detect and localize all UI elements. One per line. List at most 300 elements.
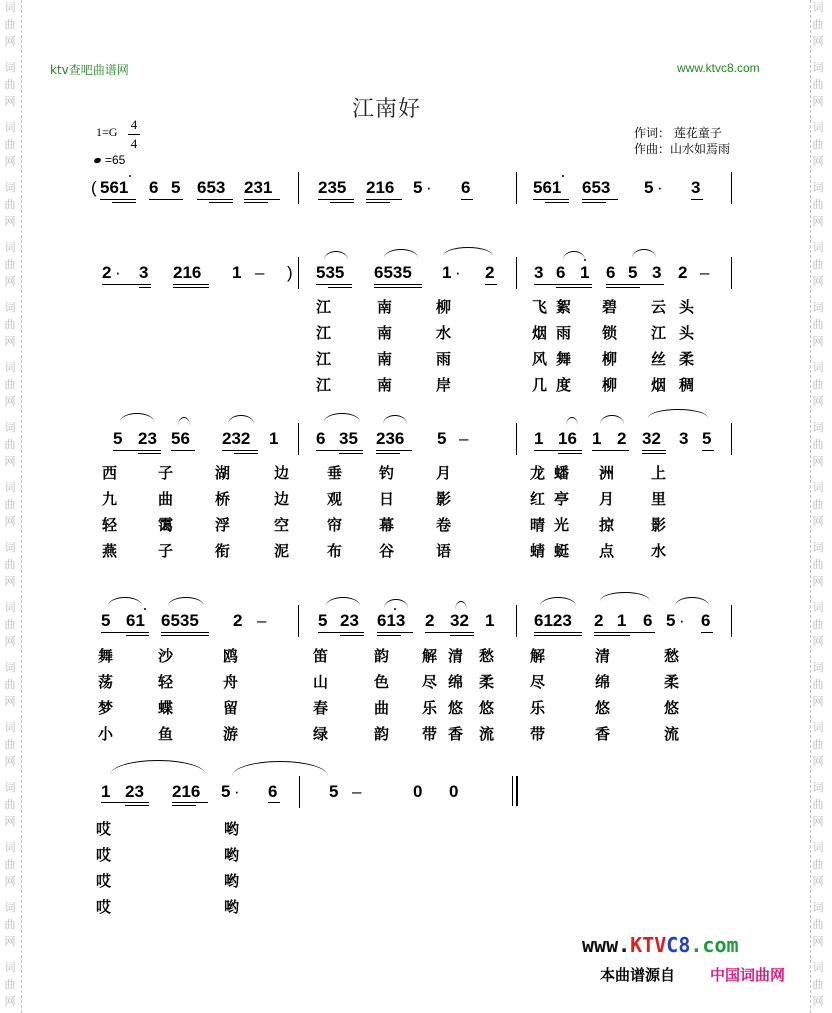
lyric-char: 南 — [377, 298, 393, 316]
note-token: 2 — [617, 429, 627, 448]
lyric-char: 蜻 — [530, 542, 546, 560]
barline — [516, 172, 517, 204]
lyric-char: 浮 — [215, 516, 231, 534]
key-signature: 1=G — [96, 125, 118, 139]
note-token: 1 — [580, 263, 590, 282]
lyric-char: 绵 — [595, 673, 611, 691]
underline — [316, 450, 363, 451]
lyric-char: 影 — [436, 490, 452, 508]
slur — [600, 592, 650, 601]
underline — [461, 199, 473, 200]
lyric-char: 韵 — [374, 725, 390, 743]
underline — [485, 284, 497, 285]
slur — [324, 413, 360, 422]
watermark-char: 词 — [4, 61, 16, 74]
watermark-char: 词 — [4, 841, 16, 854]
lyric-char: 谷 — [379, 542, 395, 560]
lyric-char: 解 — [530, 647, 546, 665]
watermark-char: 词 — [812, 1, 824, 14]
lyric-char: 香 — [448, 725, 464, 743]
note-token: 56 — [171, 429, 190, 448]
watermark-char: 词 — [4, 361, 16, 374]
underline — [125, 805, 149, 806]
slur — [675, 597, 709, 606]
watermark-char: 网 — [4, 695, 16, 708]
lyric-char: 子 — [158, 542, 174, 560]
watermark-char: 词 — [4, 601, 16, 614]
note-token: 613 — [377, 611, 406, 630]
slur — [178, 417, 190, 426]
underline — [606, 284, 664, 285]
barline — [516, 423, 517, 455]
lyric-char: 霭 — [158, 516, 174, 534]
lyric-char: 乐 — [422, 699, 438, 717]
lyric-char: 晴 — [530, 516, 546, 534]
note-token: 3 — [679, 429, 689, 448]
slur — [384, 599, 408, 608]
slur — [110, 760, 206, 775]
slur — [232, 761, 328, 776]
slur — [168, 597, 204, 606]
slur — [443, 247, 493, 256]
note-token: · — [455, 263, 461, 282]
slur — [566, 417, 578, 426]
watermark-char: 曲 — [812, 798, 824, 811]
note-token: 561 — [100, 178, 129, 197]
watermark-char: 网 — [812, 155, 824, 168]
lyric-char: 柳 — [436, 298, 452, 316]
lyric-char: 空 — [274, 516, 290, 534]
note-token: 23 — [340, 611, 359, 630]
watermark-char: 曲 — [812, 498, 824, 511]
lyric-char: 游 — [223, 725, 239, 743]
underline — [339, 453, 363, 454]
underline — [222, 450, 258, 451]
watermark-char: 网 — [812, 335, 824, 348]
lyric-char: 衔 — [215, 542, 231, 560]
note-token: 5 — [171, 178, 181, 197]
underline — [197, 199, 233, 200]
final-barline-thick — [516, 776, 518, 806]
lyric-char: 头 — [679, 298, 695, 316]
watermark-char: 网 — [4, 215, 16, 228]
barline — [731, 257, 732, 289]
lyric-char: 红 — [530, 490, 546, 508]
underline — [161, 632, 209, 633]
watermark-char: 曲 — [4, 498, 16, 511]
note-token: 231 — [244, 178, 273, 197]
lyric-char: 柔 — [479, 673, 495, 691]
lyric-char: 舟 — [223, 673, 239, 691]
site-name-left[interactable]: ktv查吧曲谱网 — [50, 63, 129, 77]
watermark-char: 词 — [812, 961, 824, 974]
note-token: 3 — [691, 178, 701, 197]
watermark-char: 曲 — [812, 438, 824, 451]
note-token: 32 — [450, 611, 469, 630]
underline — [374, 287, 422, 288]
watermark-char: 词 — [4, 781, 16, 794]
underline — [149, 199, 183, 200]
lyric-char: 乐 — [530, 699, 546, 717]
source-site-link[interactable]: 中国词曲网 — [710, 966, 786, 984]
lyric-char: 卷 — [436, 516, 452, 534]
watermark-char: 词 — [812, 61, 824, 74]
watermark-char: 网 — [812, 875, 824, 888]
underline — [377, 635, 401, 636]
lyric-char: 哎 — [96, 846, 112, 864]
lyric-char: 边 — [274, 464, 290, 482]
watermark-char: 曲 — [812, 738, 824, 751]
note-token: – — [257, 611, 267, 630]
lyric-char: 度 — [556, 376, 572, 394]
time-signature-bottom: 4 — [130, 136, 138, 151]
lyric-char: 沙 — [158, 647, 174, 665]
underline — [126, 635, 149, 636]
watermark-char: 网 — [4, 875, 16, 888]
lyric-char: 哎 — [96, 820, 112, 838]
slur — [563, 251, 585, 260]
lyric-char: 垂 — [327, 464, 343, 482]
lyric-char: 轻 — [102, 516, 118, 534]
watermark-char: 曲 — [812, 318, 824, 331]
note-token: 653 — [197, 178, 226, 197]
watermark-char: 词 — [4, 241, 16, 254]
lyric-char: 洲 — [599, 464, 615, 482]
note-token: 6 — [643, 611, 653, 630]
lyric-char: 湖 — [215, 464, 231, 482]
watermark-char: 网 — [4, 755, 16, 768]
watermark-char: 曲 — [4, 978, 16, 991]
lyric-char: 荡 — [98, 673, 114, 691]
watermark-char: 网 — [4, 275, 16, 288]
watermark-char: 曲 — [4, 618, 16, 631]
note-token: 2 — [233, 611, 243, 630]
composer-credit: 作曲：山水如焉雨 — [634, 142, 731, 156]
lyric-char: 江 — [316, 376, 332, 394]
lyric-char: 云 — [651, 298, 667, 316]
lyric-char: 燕 — [102, 542, 118, 560]
note-token: 561 — [533, 178, 562, 197]
lyric-char: 桥 — [215, 490, 231, 508]
lyric-char: 风 — [532, 350, 548, 368]
slur — [108, 597, 142, 606]
lyric-char: 清 — [448, 647, 464, 665]
barline — [516, 605, 517, 637]
underline — [172, 802, 208, 803]
note-token: 5 — [221, 782, 231, 801]
watermark-char: 词 — [4, 721, 16, 734]
watermark-char: 曲 — [4, 258, 16, 271]
watermark-char: 网 — [4, 815, 16, 828]
underline — [340, 635, 364, 636]
watermark-char: 曲 — [4, 138, 16, 151]
lyric-char: 哟 — [224, 846, 240, 864]
watermark-char: 曲 — [4, 678, 16, 691]
watermark-char: 曲 — [812, 858, 824, 871]
lyric-char: 留 — [223, 699, 239, 717]
lyric-char: 江 — [316, 324, 332, 342]
note-token: 23 — [125, 782, 144, 801]
note-token: – — [459, 429, 469, 448]
watermark-char: 网 — [4, 95, 16, 108]
watermark-char: 词 — [812, 901, 824, 914]
watermark-char: 曲 — [812, 138, 824, 151]
lyric-char: 愁 — [664, 647, 680, 665]
lyric-char: 西 — [102, 464, 118, 482]
note-token: 3 — [652, 263, 662, 282]
lyric-char: 尽 — [530, 673, 546, 691]
note-token: 35 — [339, 429, 358, 448]
barline — [731, 423, 732, 455]
watermark-char: 网 — [4, 395, 16, 408]
note-token: ) — [287, 263, 293, 282]
underline — [112, 202, 136, 203]
lyric-char: 曲 — [158, 490, 174, 508]
lyric-char: 舞 — [556, 350, 572, 368]
lyric-char: 山 — [313, 673, 329, 691]
note-token: 5 — [644, 178, 654, 197]
watermark-char: 词 — [4, 421, 16, 434]
watermark-char: 网 — [4, 335, 16, 348]
lyric-char: 哟 — [224, 898, 240, 916]
barline — [299, 776, 300, 808]
lyric-char: 流 — [479, 725, 495, 743]
lyric-char: 梦 — [98, 699, 114, 717]
watermark-char: 词 — [812, 841, 824, 854]
site-url-right[interactable]: www.ktvc8.com — [677, 61, 760, 75]
watermark-char: 词 — [812, 361, 824, 374]
note-token: 235 — [318, 178, 347, 197]
underline — [101, 632, 149, 633]
watermark-char: 曲 — [4, 438, 16, 451]
note-token: · — [426, 178, 432, 197]
underline — [594, 635, 630, 636]
lyric-char: 蝶 — [158, 699, 174, 717]
lyric-char: 钓 — [379, 464, 395, 482]
watermark-char: 曲 — [812, 378, 824, 391]
watermark-char: 曲 — [812, 78, 824, 91]
slur — [648, 409, 708, 418]
lyric-char: 观 — [327, 490, 343, 508]
underline — [318, 199, 354, 200]
watermark-char: 曲 — [812, 558, 824, 571]
final-barline-thin — [512, 776, 513, 806]
lyric-char: 九 — [102, 490, 118, 508]
note-token: 6 — [606, 263, 616, 282]
lyric-char: 香 — [595, 725, 611, 743]
note-token: 6535 — [374, 263, 412, 282]
watermark-char: 曲 — [812, 258, 824, 271]
watermark-char: 曲 — [4, 558, 16, 571]
song-title: 江南好 — [352, 97, 422, 122]
underline — [534, 632, 582, 633]
watermark-char: 词 — [812, 121, 824, 134]
slur — [324, 251, 348, 260]
lyric-char: 帘 — [327, 516, 343, 534]
right-watermark-strip — [810, 0, 826, 1013]
lyric-char: 鱼 — [158, 725, 174, 743]
watermark-char: 网 — [812, 635, 824, 648]
lyric-char: 蜓 — [554, 542, 570, 560]
slur — [632, 249, 656, 258]
watermark-char: 网 — [4, 515, 16, 528]
lyric-char: 小 — [98, 725, 114, 743]
underline — [533, 199, 569, 200]
slur — [120, 413, 154, 422]
lyric-char: 春 — [313, 699, 329, 717]
watermark-char: 曲 — [812, 18, 824, 31]
watermark-char: 词 — [4, 481, 16, 494]
lyric-char: 柔 — [664, 673, 680, 691]
watermark-char: 词 — [4, 181, 16, 194]
underline — [366, 202, 390, 203]
watermark-char: 曲 — [4, 738, 16, 751]
underline — [139, 287, 151, 288]
note-token: 216 — [172, 782, 201, 801]
lyric-char: 日 — [379, 490, 395, 508]
underline — [377, 632, 413, 633]
underline — [102, 284, 151, 285]
underline — [534, 635, 582, 636]
watermark-char: 曲 — [4, 858, 16, 871]
lyric-char: 雨 — [436, 350, 452, 368]
watermark-char: 词 — [4, 1, 16, 14]
watermark-char: 词 — [812, 421, 824, 434]
note-token: 32 — [642, 429, 661, 448]
barline — [731, 172, 732, 204]
lyric-char: 水 — [651, 542, 667, 560]
high-octave-dot — [394, 608, 396, 610]
lyric-char: 里 — [651, 490, 667, 508]
note-token: 23 — [138, 429, 157, 448]
note-token: 6 — [268, 782, 278, 801]
note-token: 6535 — [161, 611, 199, 630]
watermark-char: 词 — [4, 541, 16, 554]
lyric-char: 月 — [599, 490, 615, 508]
watermark-char: 曲 — [4, 378, 16, 391]
lyric-char: 絮 — [556, 298, 572, 316]
note-token: – — [700, 263, 710, 282]
watermark-char: 词 — [812, 181, 824, 194]
note-token: 1 — [442, 263, 452, 282]
underline — [244, 202, 268, 203]
lyric-char: 子 — [158, 464, 174, 482]
watermark-char: 网 — [4, 155, 16, 168]
watermark-char: 词 — [4, 301, 16, 314]
watermark-char: 曲 — [4, 198, 16, 211]
slur — [228, 415, 254, 424]
note-token: 2 — [102, 263, 112, 282]
note-token: ( — [91, 178, 97, 197]
left-watermark-strip — [2, 0, 18, 1013]
underline — [173, 287, 209, 288]
lyric-char: 南 — [377, 376, 393, 394]
underline — [691, 199, 703, 200]
lyric-char: 柳 — [602, 376, 618, 394]
watermark-char: 曲 — [812, 618, 824, 631]
watermark-char: 词 — [812, 241, 824, 254]
note-token: 5 — [666, 611, 676, 630]
note-token: 1 — [534, 429, 544, 448]
underline — [376, 450, 412, 451]
lyric-char: 色 — [374, 673, 390, 691]
underline — [606, 287, 640, 288]
underline — [642, 450, 666, 451]
note-token: 1 — [592, 429, 602, 448]
note-token: · — [679, 611, 685, 630]
url-part-ktv: KTV — [630, 933, 667, 957]
underline — [234, 453, 258, 454]
underline — [376, 453, 400, 454]
note-token: · — [657, 178, 663, 197]
lyric-char: 清 — [595, 647, 611, 665]
watermark-char: 词 — [812, 481, 824, 494]
lyric-char: 舞 — [98, 647, 114, 665]
watermark-char: 曲 — [4, 318, 16, 331]
note-token: 5 — [437, 429, 447, 448]
note-token: 3 — [139, 263, 149, 282]
lyric-char: 哎 — [96, 898, 112, 916]
note-token: 3 — [534, 263, 544, 282]
lyric-char: 锁 — [602, 324, 618, 342]
underline — [268, 802, 280, 803]
watermark-char: 网 — [812, 95, 824, 108]
underline — [556, 287, 592, 288]
lyric-char: 尽 — [422, 673, 438, 691]
lyric-char: 江 — [316, 298, 332, 316]
underline — [425, 632, 474, 633]
lyric-char: 几 — [532, 376, 548, 394]
underline — [316, 284, 352, 285]
note-token: 5 — [413, 178, 423, 197]
lyric-char: 带 — [422, 725, 438, 743]
note-token: 1 — [269, 429, 279, 448]
underline — [328, 287, 352, 288]
watermark-char: 网 — [812, 275, 824, 288]
lyric-char: 南 — [377, 350, 393, 368]
barline — [298, 605, 299, 637]
underline — [702, 450, 714, 451]
slur — [540, 597, 576, 606]
barline — [298, 172, 299, 204]
watermark-char: 曲 — [812, 198, 824, 211]
note-token: 61 — [126, 611, 145, 630]
watermark-char: 词 — [812, 301, 824, 314]
lyricist-credit: 作词： 莲花童子 — [634, 126, 722, 140]
lyric-char: 语 — [436, 542, 452, 560]
watermark-char: 词 — [4, 121, 16, 134]
underline — [209, 202, 233, 203]
lyric-char: 影 — [651, 516, 667, 534]
watermark-char: 词 — [812, 781, 824, 794]
underline — [594, 632, 655, 633]
underline — [244, 199, 280, 200]
note-token: 2 — [485, 263, 495, 282]
lyric-char: 龙 — [530, 464, 546, 482]
note-token: 6 — [556, 263, 566, 282]
note-token: 5 — [702, 429, 712, 448]
lyric-char: 边 — [274, 490, 290, 508]
watermark-char: 曲 — [812, 918, 824, 931]
note-token: 6123 — [534, 611, 572, 630]
note-token: 1 — [232, 263, 242, 282]
lyric-char: 布 — [327, 542, 343, 560]
url-part-c8: C8 — [666, 933, 691, 957]
watermark-char: 网 — [812, 455, 824, 468]
footer-site-url[interactable] — [582, 933, 739, 957]
underline — [582, 202, 606, 203]
underline — [534, 284, 592, 285]
